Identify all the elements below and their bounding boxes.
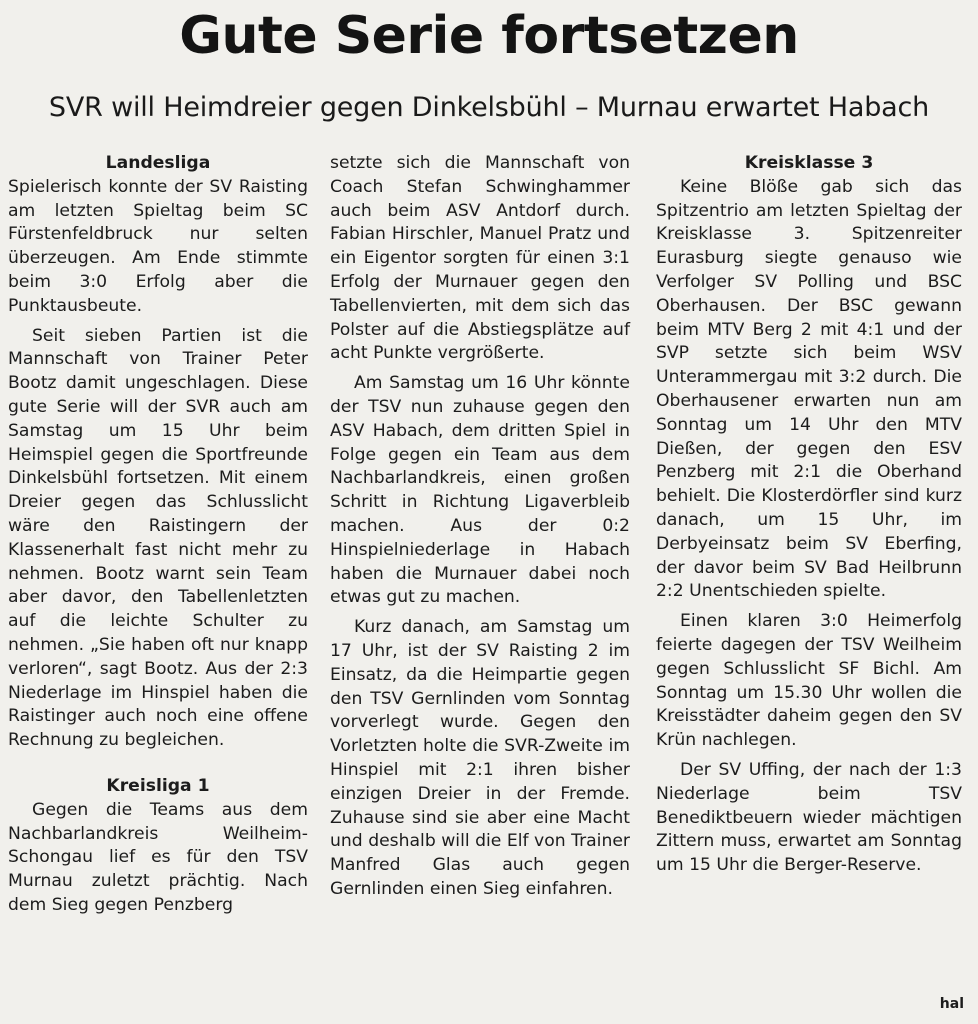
paragraph: Keine Blöße gab sich das Spitzentrio am letzten Spieltag der Kreisklasse 3. Spitzenreiter Eurasburg siegte genauso wie Verfolger SV Polling und BSC Oberhausen. Der BSC gewann beim MTV Berg 2 mit 4:1 und der SVP setzte sich beim WSV Unterammergau mit 3:2 durch. Die Oberhausener erwarten nun am Sonntag um 14 Uhr den MTV Dießen, der gegen den ESV Penzberg mit 2:1 die Oberhand behielt. Die Klosterdörfler sind kurz danach, um 15 Uhr, im Derbyeinsatz beim SV Eberfing, der davor beim SV Bad Heilbrunn 2:2 Unentschieden spielte. — [656, 176, 962, 602]
paragraph: Spielerisch konnte der SV Raisting am letzten Spieltag beim SC Fürstenfeldbruck nur selten überzeugen. Am Ende stimmte beim 3:0 Erfolg aber die Punktausbeute. — [8, 176, 308, 316]
article-column-1 — [8, 152, 308, 924]
subheadline: SVR will Heimdreier gegen Dinkelsbühl – Murnau erwartet Habach — [48, 92, 930, 123]
section-heading: Landesliga — [105, 153, 211, 173]
paragraph: Kurz danach, am Samstag um 17 Uhr, ist der SV Raisting 2 im Einsatz, da die Heimpartie gegen den TSV Gernlinden vom Sonntag vorverlegt wurde. Gegen den Vorletzten holte die SVR-Zweite im Hinspiel mit 2:1 ihren bisher einzigen Dreier in der Fremde. Zuhause sind sie aber eine Macht und deshalb will die Elf von Trainer Manfred Glas auch gegen Gernlinden einen Sieg einfahren. — [330, 617, 630, 899]
paragraph: Der SV Uffing, der nach der 1:3 Niederlage beim TSV Benediktbeuern wieder mächtigen Zittern muss, erwartet am Sonntag um 15 Uhr die Berger-Reserve. — [656, 759, 962, 876]
author-signature: hal — [939, 996, 964, 1012]
paragraph: Einen klaren 3:0 Heimerfolg feierte dagegen der TSV Weilheim gegen Schlusslicht SF Bichl. Am Sonntag um 15.30 Uhr wollen die Kreisstädter daheim gegen den SV Krün nachlegen. — [656, 611, 962, 751]
paragraph: Am Samstag um 16 Uhr könnte der TSV nun zuhause gegen den ASV Habach, dem dritten Spiel in Folge gegen ein Team aus dem Nachbarlandkreis, einen großen Schritt in Richtung Ligaverbleib machen. Aus der 0:2 Hinspielniederlage in Habach haben die Murnauer dabei noch etwas gut zu machen. — [330, 373, 630, 608]
article-column-3 — [656, 152, 962, 884]
article-column-2 — [330, 152, 630, 908]
section-heading: Kreisliga 1 — [106, 775, 210, 796]
headline: Gute Serie fortsetzen — [179, 6, 799, 66]
paragraph: Seit sieben Partien ist die Mannschaft von Trainer Peter Bootz damit ungeschlagen. Diese gute Serie will der SVR auch am Samstag um 15 Uhr beim Heimspiel gegen die Sportfreunde Dinkelsbühl fortsetzen. Mit einem Dreier gegen das Schlusslicht wäre den Raistingern der Klassenerhalt fast nicht mehr zu nehmen. Bootz warnt sein Team aber davor, den Tabellenletzten auf die leichte Schulter zu nehmen. „Sie haben oft nur knapp verloren“, sagt Bootz. Aus der 2:3 Niederlage im Hinspiel haben die Raistinger auch noch eine offene Rechnung zu begleichen. — [8, 325, 308, 751]
section-heading: Kreisklasse 3 — [744, 153, 874, 173]
paragraph: setzte sich die Mannschaft von Coach Stefan Schwinghammer auch beim ASV Antdorf durch. Fabian Hirschler, Manuel Pratz und ein Eigentor sorgten für einen 3:1 Erfolg der Murnauer gegen den Tabellenvierten, mit dem sich das Polster auf die Abstiegsplätze auf acht Punkte vergrößerte. — [330, 153, 630, 364]
paragraph: Gegen die Teams aus dem Nachbarlandkreis Weilheim-Schongau lief es für den TSV Murnau zuletzt prächtig. Nach dem Sieg gegen Penzberg — [8, 799, 308, 915]
